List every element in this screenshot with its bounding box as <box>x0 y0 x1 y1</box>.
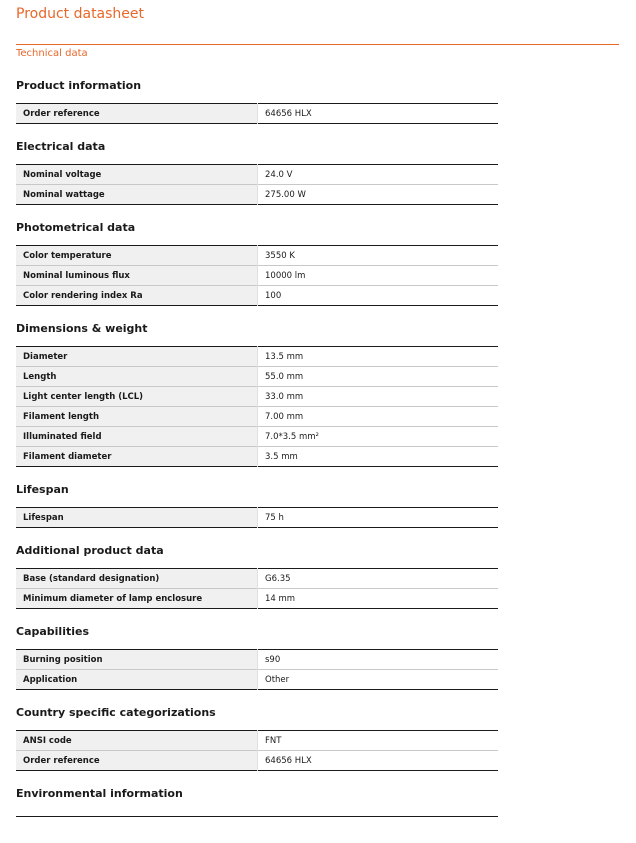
title-divider <box>16 44 619 45</box>
spec-value: FNT <box>258 731 499 751</box>
spec-row <box>16 569 498 589</box>
section <box>16 320 498 481</box>
section <box>16 219 498 320</box>
spec-value: 3550 K <box>258 246 499 266</box>
spec-row <box>16 447 498 467</box>
datasheet-sections <box>16 77 498 831</box>
spec-row <box>16 286 498 306</box>
spec-value: 10000 lm <box>258 266 499 286</box>
spec-label: Filament length <box>16 407 258 427</box>
spec-row <box>16 266 498 286</box>
section <box>16 138 498 219</box>
spec-table <box>16 346 498 467</box>
spec-row <box>16 246 498 266</box>
spec-label: Lifespan <box>16 508 258 528</box>
spec-value: Other <box>258 670 499 690</box>
section-heading: Additional product data <box>16 544 164 557</box>
spec-value: 3.5 mm <box>258 447 499 467</box>
spec-value: 7.0*3.5 mm² <box>258 427 499 447</box>
spec-value: 24.0 V <box>258 165 499 185</box>
spec-row <box>16 427 498 447</box>
section <box>16 77 498 138</box>
spec-value: 13.5 mm <box>258 347 499 367</box>
spec-label: Light center length (LCL) <box>16 387 258 407</box>
spec-label: Order reference <box>16 104 258 124</box>
spec-row <box>16 670 498 690</box>
section-heading: Product information <box>16 79 142 92</box>
spec-row <box>16 185 498 205</box>
section <box>16 623 498 704</box>
spec-value: 33.0 mm <box>258 387 499 407</box>
spec-row <box>16 650 498 670</box>
section <box>16 542 498 623</box>
spec-label: Application <box>16 670 258 690</box>
spec-label: ANSI code <box>16 731 258 751</box>
spec-row <box>16 347 498 367</box>
spec-label: Base (standard designation) <box>16 569 258 589</box>
spec-label: Burning position <box>16 650 258 670</box>
spec-row <box>16 104 498 124</box>
section-subtitle: Technical data <box>16 48 88 59</box>
spec-value: 55.0 mm <box>258 367 499 387</box>
section <box>16 704 498 785</box>
spec-label: Nominal luminous flux <box>16 266 258 286</box>
spec-value: 7.00 mm <box>258 407 499 427</box>
section-heading: Capabilities <box>16 625 90 638</box>
spec-row <box>16 751 498 771</box>
section-heading: Country specific categorizations <box>16 706 216 719</box>
spec-label: Color rendering index Ra <box>16 286 258 306</box>
spec-row <box>16 731 498 751</box>
spec-value: 75 h <box>258 508 499 528</box>
spec-table <box>16 245 498 306</box>
section-heading: Lifespan <box>16 483 69 496</box>
spec-value: 64656 HLX <box>258 751 499 771</box>
spec-table <box>16 568 498 609</box>
spec-row <box>16 589 498 609</box>
spec-row <box>16 508 498 528</box>
section <box>16 481 498 542</box>
spec-label: Color temperature <box>16 246 258 266</box>
spec-table <box>16 730 498 771</box>
spec-table <box>16 164 498 205</box>
section-heading: Dimensions & weight <box>16 322 148 335</box>
section-heading: Electrical data <box>16 140 106 153</box>
spec-table <box>16 103 498 124</box>
spec-label: Length <box>16 367 258 387</box>
spec-label: Order reference <box>16 751 258 771</box>
spec-label: Minimum diameter of lamp enclosure <box>16 589 258 609</box>
spec-label: Illuminated field <box>16 427 258 447</box>
spec-row <box>16 387 498 407</box>
spec-value: s90 <box>258 650 499 670</box>
spec-label: Diameter <box>16 347 258 367</box>
spec-row <box>16 367 498 387</box>
section-heading: Environmental information <box>16 787 183 800</box>
spec-value: 275.00 W <box>258 185 499 205</box>
spec-label: Nominal voltage <box>16 165 258 185</box>
spec-value: G6.35 <box>258 569 499 589</box>
page-title: Product datasheet <box>16 6 145 22</box>
spec-table <box>16 649 498 690</box>
spec-row <box>16 407 498 427</box>
spec-label: Nominal wattage <box>16 185 258 205</box>
spec-label: Filament diameter <box>16 447 258 467</box>
spec-value: 14 mm <box>258 589 499 609</box>
section-heading: Photometrical data <box>16 221 136 234</box>
spec-value: 100 <box>258 286 499 306</box>
spec-row <box>16 165 498 185</box>
section <box>16 785 498 831</box>
spec-value: 64656 HLX <box>258 104 499 124</box>
spec-table <box>16 507 498 528</box>
